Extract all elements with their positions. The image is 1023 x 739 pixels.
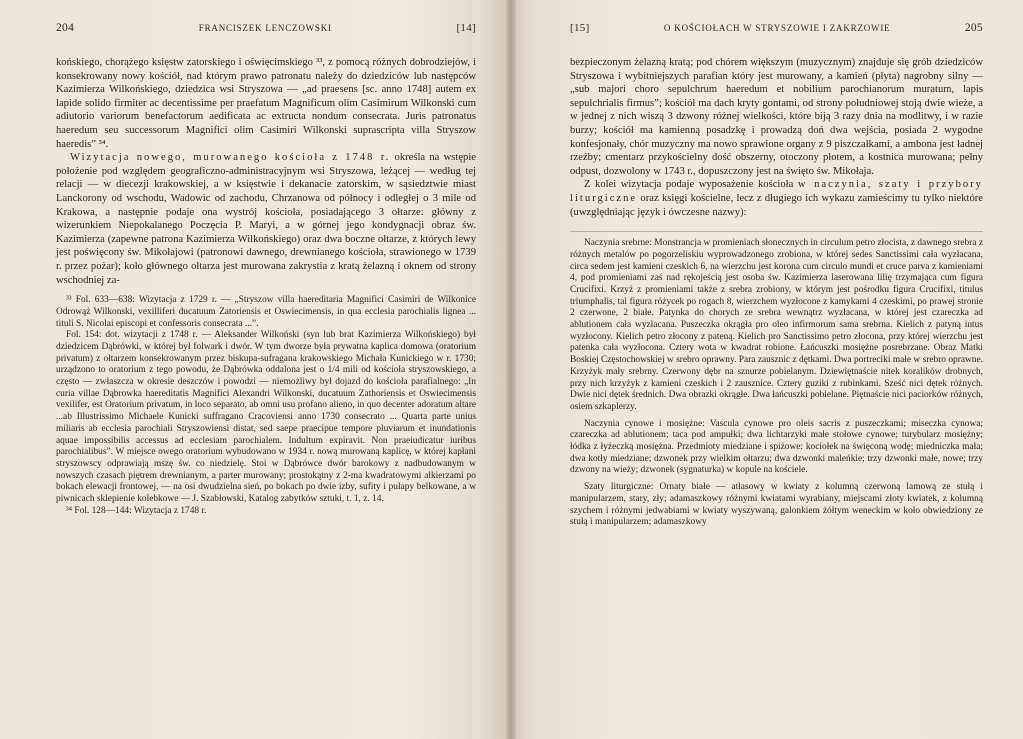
book-gutter — [506, 0, 516, 739]
right-paragraph-2 — [570, 178, 983, 219]
left-running-title: FRANCISZEK LENCZOWSKI — [198, 23, 332, 33]
left-paragraph-1: końskiego, chorążego księstw zatorskiego i oświęcimskiego ³³, z pomocą różnych dobrodziejów, i konsekrowany nowy kościół, nad którym prawo patronatu należy do dziedziców lub następców Kazimierza Wilkońskiego, dziedzica wsi Stryszowa — „ad praesens [sc. anno 1748] autem ex lapide solido firmiter ac decentissime per praefatum Magnificum olim Casimirum Wilkonski cum adiutorio variorum benefactorum aedificata ac extructa nondum consecrata. Juris patronatus haeredum seu successorum Magnifici olim Casimiri Wilkonski suprascripta villa Stryszow haeredis” ³⁴. — [56, 57, 476, 150]
left-bracket-number: [14] — [456, 22, 476, 34]
footnote-34: ³⁴ Fol. 128—144: Wizytacja z 1748 r. — [66, 505, 207, 516]
right-paragraph-2-rest: oraz księgi kościelne, lecz z długiego ich wykazu zamieścimy tu tylko niektóre (uwzględniając język i ówczesne nazwy): — [570, 192, 983, 218]
right-paragraph-2-start: Z kolei wizytacja podaje wyposażenie kościoła — [584, 179, 794, 191]
right-bracket-number: [15] — [570, 22, 590, 34]
inventory-silver-vessels: Naczynia srebrne: Monstrancja w promieniach słonecznych in circulum petro złocista, z dawnego srebra z różnych metalów po pogorzeliskiu wyprowadzonego zrobiona, w której sedes Sanctissimi cała wyzłacana, circa sedem jest kamieni czeskich 6, na wierzchu jest korona cum circulo mundi et cruce parva z kamieniami 4, pod promieniami zaś nad rękojeścią jest osoba św. Kazimierza laserowana lilię trzymająca cum figura Crucifixi. Krzyż z promieniami także z srebra zrobiony, w którym jest pośrodku figura Crucifixi, titulus triumphalis, tal figura różycek po rogach 8, wierzchem wyzłocone z kamykami 4 czeskimi, po prawej stronie 2 czerwone, 2 białe. Patynka do chorych ze srebra wewnątrz wyzłacana, w której jest czareczka ad ablutionem cała wyzłacana. Puszeczka okrągła pro oleo infirmorum sama srebrna. Kielich z patyną intus wyzłocony. Kielich petro złocony z pateną. Kielich pro Sanctissimo petro złocona, przy której wierzchu jest patenka cała wyzłocona. Cztery wota w kwadrat robione. Łańcuszki mosiężne posrebrzane. Obraz Matki Boskiej Częstochowskiej w srebro oprawny. Para zausznic z dętkami. Dwa portreciki małe w srebro oprawne. Krzyżyk mały srebrny. Czerwony dębr na sznurze pobielanym. Dziewiętnaście nitek koralików drobnych, przy nich krzyżyk z kamieni czeskich i 2 zausznice. Cztery guziki z rubinkami. Sześć nici dętek różnych. Dwie nici dętek średnich. Dwa obrazki okrągłe. Dwa łańcuszki pobielane. Piętnaście nici paciorków różnych, osiem szkaplerzy. — [570, 238, 983, 412]
left-paragraph-2 — [56, 151, 476, 287]
right-page — [510, 0, 1023, 739]
left-page — [0, 0, 510, 739]
right-running-head — [570, 22, 983, 42]
right-paragraph-1: bezpieczonym żelazną kratą; pod chórem większym (muzycznym) znajduje się grób dziedziców Stryszowa i wybitniejszych parafian który jest murowany, a kamień (płyta) nagrobny silny — „sub majori choro sepulchrum haeredum et nobilium parochianorum muratum, lapis sepulchrialis firmus”; kościół ma dach kryty gontami, od strony południowej stoją dwie wieże, a w jednej z nich wiszą 3 dzwony różnej wielkości, które biją 3 razy dnia na modlitwy, i w razie burzy; kościół ma kamienną posadzkę i prowadzą doń dwa wejścia, posiada 2 wygodne konfesjonały, chór muzyczny ma nowo sprawione organy z 9 piszczałkami, a ambona jest ładnej rzeźby; cmentarz przykościelny dość obszerny, otoczony płotem, a kostnica murowana; pełny odpust, dozwolony w 1743 r., dopuszczony jest na święto św. Mikołaja. — [570, 57, 983, 177]
left-body-text — [56, 56, 476, 287]
left-paragraph-2-spaced: Wizytacja nowego, murowanego kościoła z 1748 r. — [70, 152, 391, 164]
right-paragraph-2-spaced: w naczynia, szaty i przybory liturgiczne — [570, 179, 983, 204]
inventory-vestments: Szaty liturgiczne: Ornaty białe — atłasowy w kwiaty z kolumną czerwoną lamową ze stułą i manipularzem, stary, zły; adamaszkowy różnymi kwiatami wyrabiany, miejscami złoty kwiatek, z kolumną szychem i różnymi jedwabiami w kwiaty wyszywaną, galonkiem żółtym weneckim w koło obwiedziony ze stułą i manipularzem; adamaszkowy — [570, 482, 983, 528]
left-running-head — [56, 22, 476, 42]
right-page-number: 205 — [964, 22, 983, 34]
right-body-text — [570, 56, 983, 219]
inventory-tin-brass-vessels: Naczynia cynowe i mosiężne: Vascula cynowe pro oleis sacris z puszeczkami; miseczka cynowa; czareczka ad ablutionem; taca pod ampułki; dwa lichtarzyki małe stołowe cynowe; turybularz mosiężny; łódka z łyżeczką mosiężna. Przedmioty miedziane i spiżowe: kociołek na święconą wodę; miedniczka mała; dwa kotły miedziane; dzwonek przy wielkim ołtarzu; dwa dzwonki maleńkie; trzy dzwonki małe, nowe; trzy dzwony na wieży; dzwonek (sygnaturka) w kopule na kościele. — [570, 418, 983, 476]
left-page-number: 204 — [56, 22, 75, 34]
left-paragraph-2-rest: określa na wstępie położenie pod względem geograficzno-administracyjnym wsi Stryszowa, leżącej — według tej relacji — w diecezji krakowskiej, a w księstwie i dekanacie zatorskim, w sąsiedztwie miast Lanckorony od wschodu, Wadowic od zachodu, Chrzanowa od północy i odległej o 3 mile od Krakowa, a następnie podaje ona wystrój kościoła, posiadającego 3 ołtarze: główny z wizerunkiem Niepokalanego Poczęcia P. Maryi, a w górnej jego kondygnacji obraz św. Kazimierza (zapewne patrona Kazimierza Wilkońskiego) oraz dwa boczne ołtarze, z których lewy jest poświęcony św. Mikołajowi (patronowi dawnego, drewnianego kościoła, strawionego w 1739 r. przez pożar); koło głównego ołtarza jest murowana zakrystia z kratą żelazną i oknem od strony wschodniej za- — [56, 152, 476, 286]
inventory-section — [570, 231, 983, 529]
right-running-title: O KOŚCIOŁACH W STRYSZOWIE I ZAKRZOWIE — [663, 23, 891, 33]
left-footnotes — [56, 295, 476, 517]
footnote-33-continued: Fol. 154: dot. wizytacji z 1748 r. — Aleksander Wilkoński (syn lub brat Kazimierza Wilkońskiego) był dziedzicem Dąbrówki, w której był folwark i dwór. W tym dworze była prywatna kaplica domowa (oratorium privatum) z ołtarzem konsekrowanym przez biskupa-sufragana krakowskiego Michała Kunickiego w r. 1730; urządzono to oratorium z tego powodu, że Dąbrówka oddalona jest o 1/4 mili od kościoła stryszowskiego, a często — zwłaszcza w okresie deszczów i powodzi — niemożliwy był dojazd do kościoła parafialnego: „In curia villae Dąbrowka haereditatis Magnifici Alexandri Wilkonski, ducatuum Zathoriensis et Oswiecimensis vexilifer, est Oratorium privatum, in loco separato, ab omni usu profano alieno, in quo decenter adoratum altare ...ab Illustrissimo Michaele Kunicki suffragano Cracoviensi anno 1730 consecrato ... Quarta parte unius miliaris ab ecclesia parochiali Stryszowiensi distat, sed saepe praecipue tempore pluviarum et inundationis aquae impossibilis accessus ad ecclesiam parochialem. Indultum expiravit. Non praeiudicatur iuribus parochialibus”. W miejsce owego oratorium wybudowano w 1934 r. nową murowaną kaplicę, w której kapłani stryszowscy odprawiają mszę św. co niedzielę. Stoi w Dąbrówce dwór barokowy z nadbudowanym w nowszych czasach piętrem drewnianym, a parter murowany; prostokątny z 2-ma kwadratowymi alkierzami po bokach elewacji frontowej, — na osi dwudzielna sień, po bokach po dwie izby, sufity i pułapy belkowane, a w piwnicach sklepienie kolebkowe — J. Szabłowski, Katalog zabytków sztuki, t. 1, z. 14. — [56, 330, 476, 505]
footnote-33: ³³ Fol. 633—638: Wizytacja z 1729 r. — „Stryszow villa haereditaria Magnifici Casimiri de Wilkonice Odrowąż Wilkonski, vexilliferi ducatuum Zatoriensis et Oswiecimensis, in qua ecclesia parochialis lignea ... tituli S. Nicolai episcopi et confessoris consecrata ...”. — [56, 295, 476, 329]
